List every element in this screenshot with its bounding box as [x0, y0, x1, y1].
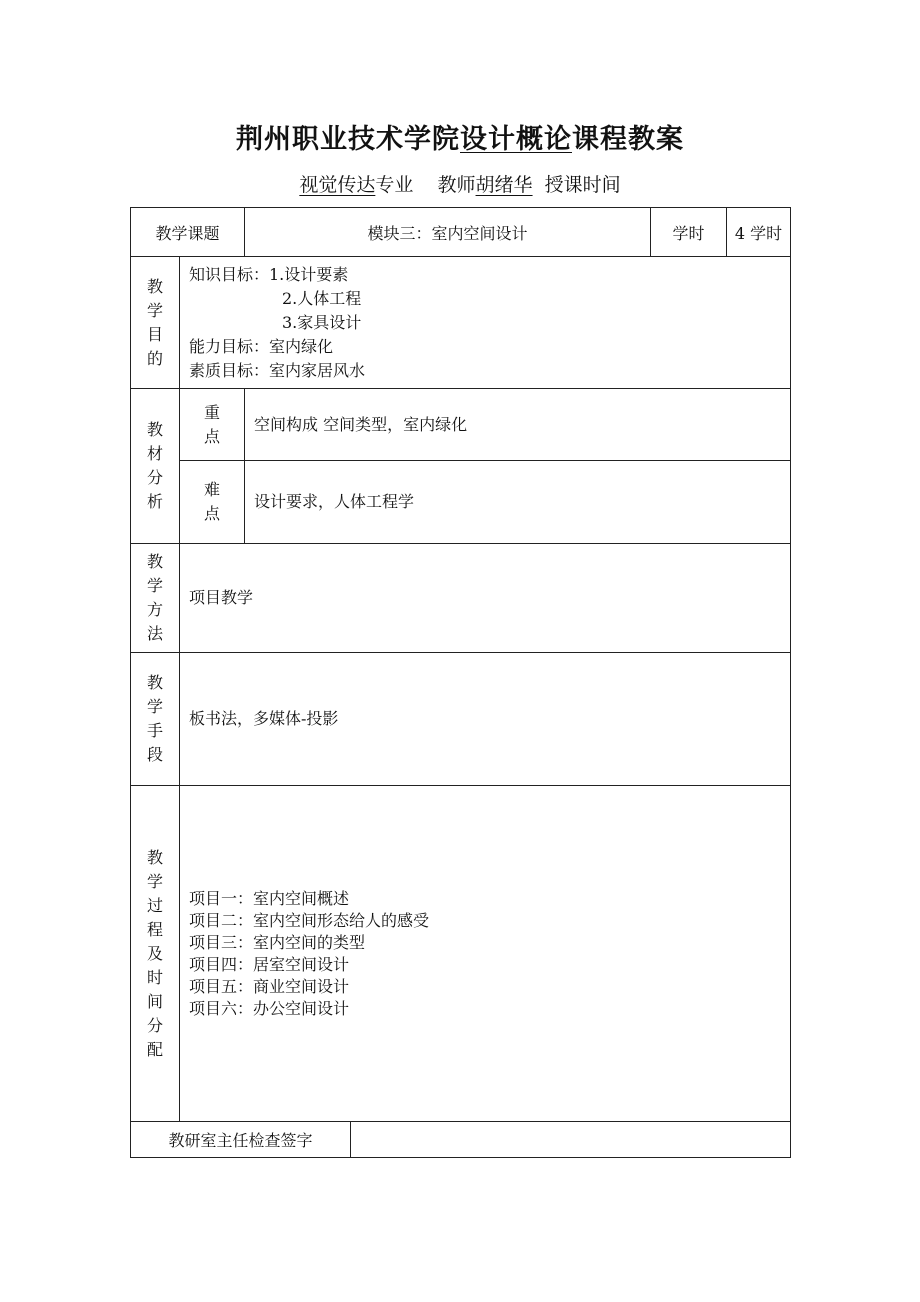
- objective-line: 3.家具设计: [282, 312, 362, 332]
- topic-value: 模块三：室内空间设计: [245, 208, 651, 257]
- title-school: 荆州职业技术学院: [236, 124, 460, 155]
- means-value: 板书法，多媒体-投影: [180, 653, 791, 786]
- signature-field[interactable]: [351, 1122, 791, 1158]
- analysis-label: 教 材 分 析: [131, 389, 180, 544]
- method-value: 项目教学: [180, 544, 791, 653]
- teacher-name: 胡绪华: [475, 174, 533, 196]
- process-item: 项目三：室内空间的类型: [189, 932, 366, 952]
- time-label: 授课时间: [544, 174, 621, 196]
- signature-label: 教研室主任检查签字: [131, 1122, 351, 1158]
- process-item: 项目二：室内空间形态给人的感受: [189, 910, 430, 930]
- objective-line: 2.人体工程: [282, 288, 362, 308]
- topic-label: 教学课题: [131, 208, 245, 257]
- process-content: [180, 786, 791, 1122]
- objective-content: [180, 257, 791, 389]
- topic-row: [131, 208, 791, 257]
- objective-label: 教 学 目 的: [131, 257, 180, 389]
- major-name: 视觉传达: [299, 174, 376, 196]
- objective-row: [131, 257, 791, 389]
- means-row: [131, 653, 791, 786]
- objective-line: 素质目标：室内家居风水: [189, 360, 366, 380]
- difficult-point-label: 难 点: [180, 461, 245, 544]
- lesson-plan-table: [130, 207, 791, 1158]
- key-point-value: 空间构成 空间类型，室内绿化: [245, 389, 791, 461]
- process-item: 项目一：室内空间概述: [189, 888, 350, 908]
- objective-line: 能力目标：室内绿化: [189, 336, 334, 356]
- hours-value: 4 学时: [727, 208, 791, 257]
- major-suffix: 专业: [375, 174, 414, 196]
- process-item: 项目五：商业空间设计: [189, 976, 350, 996]
- document-subtitle: [0, 170, 920, 197]
- process-item: 项目六：办公空间设计: [189, 998, 350, 1018]
- objective-line: 知识目标：1.设计要素: [189, 264, 349, 284]
- key-point-row: [131, 389, 791, 461]
- signature-row: [131, 1122, 791, 1158]
- process-row: [131, 786, 791, 1122]
- method-label: 教 学 方 法: [131, 544, 180, 653]
- method-row: [131, 544, 791, 653]
- process-item: 项目四：居室空间设计: [189, 954, 350, 974]
- document-title: [0, 117, 920, 156]
- key-point-label: 重 点: [180, 389, 245, 461]
- title-suffix: 课程教案: [572, 124, 684, 155]
- difficult-point-row: [131, 461, 791, 544]
- title-course: 设计概论: [460, 124, 572, 155]
- teacher-label: 教师: [437, 174, 476, 196]
- hours-label: 学时: [651, 208, 727, 257]
- process-label: 教 学 过 程 及 时 间 分 配: [131, 786, 180, 1122]
- means-label: 教 学 手 段: [131, 653, 180, 786]
- difficult-point-value: 设计要求，人体工程学: [245, 461, 791, 544]
